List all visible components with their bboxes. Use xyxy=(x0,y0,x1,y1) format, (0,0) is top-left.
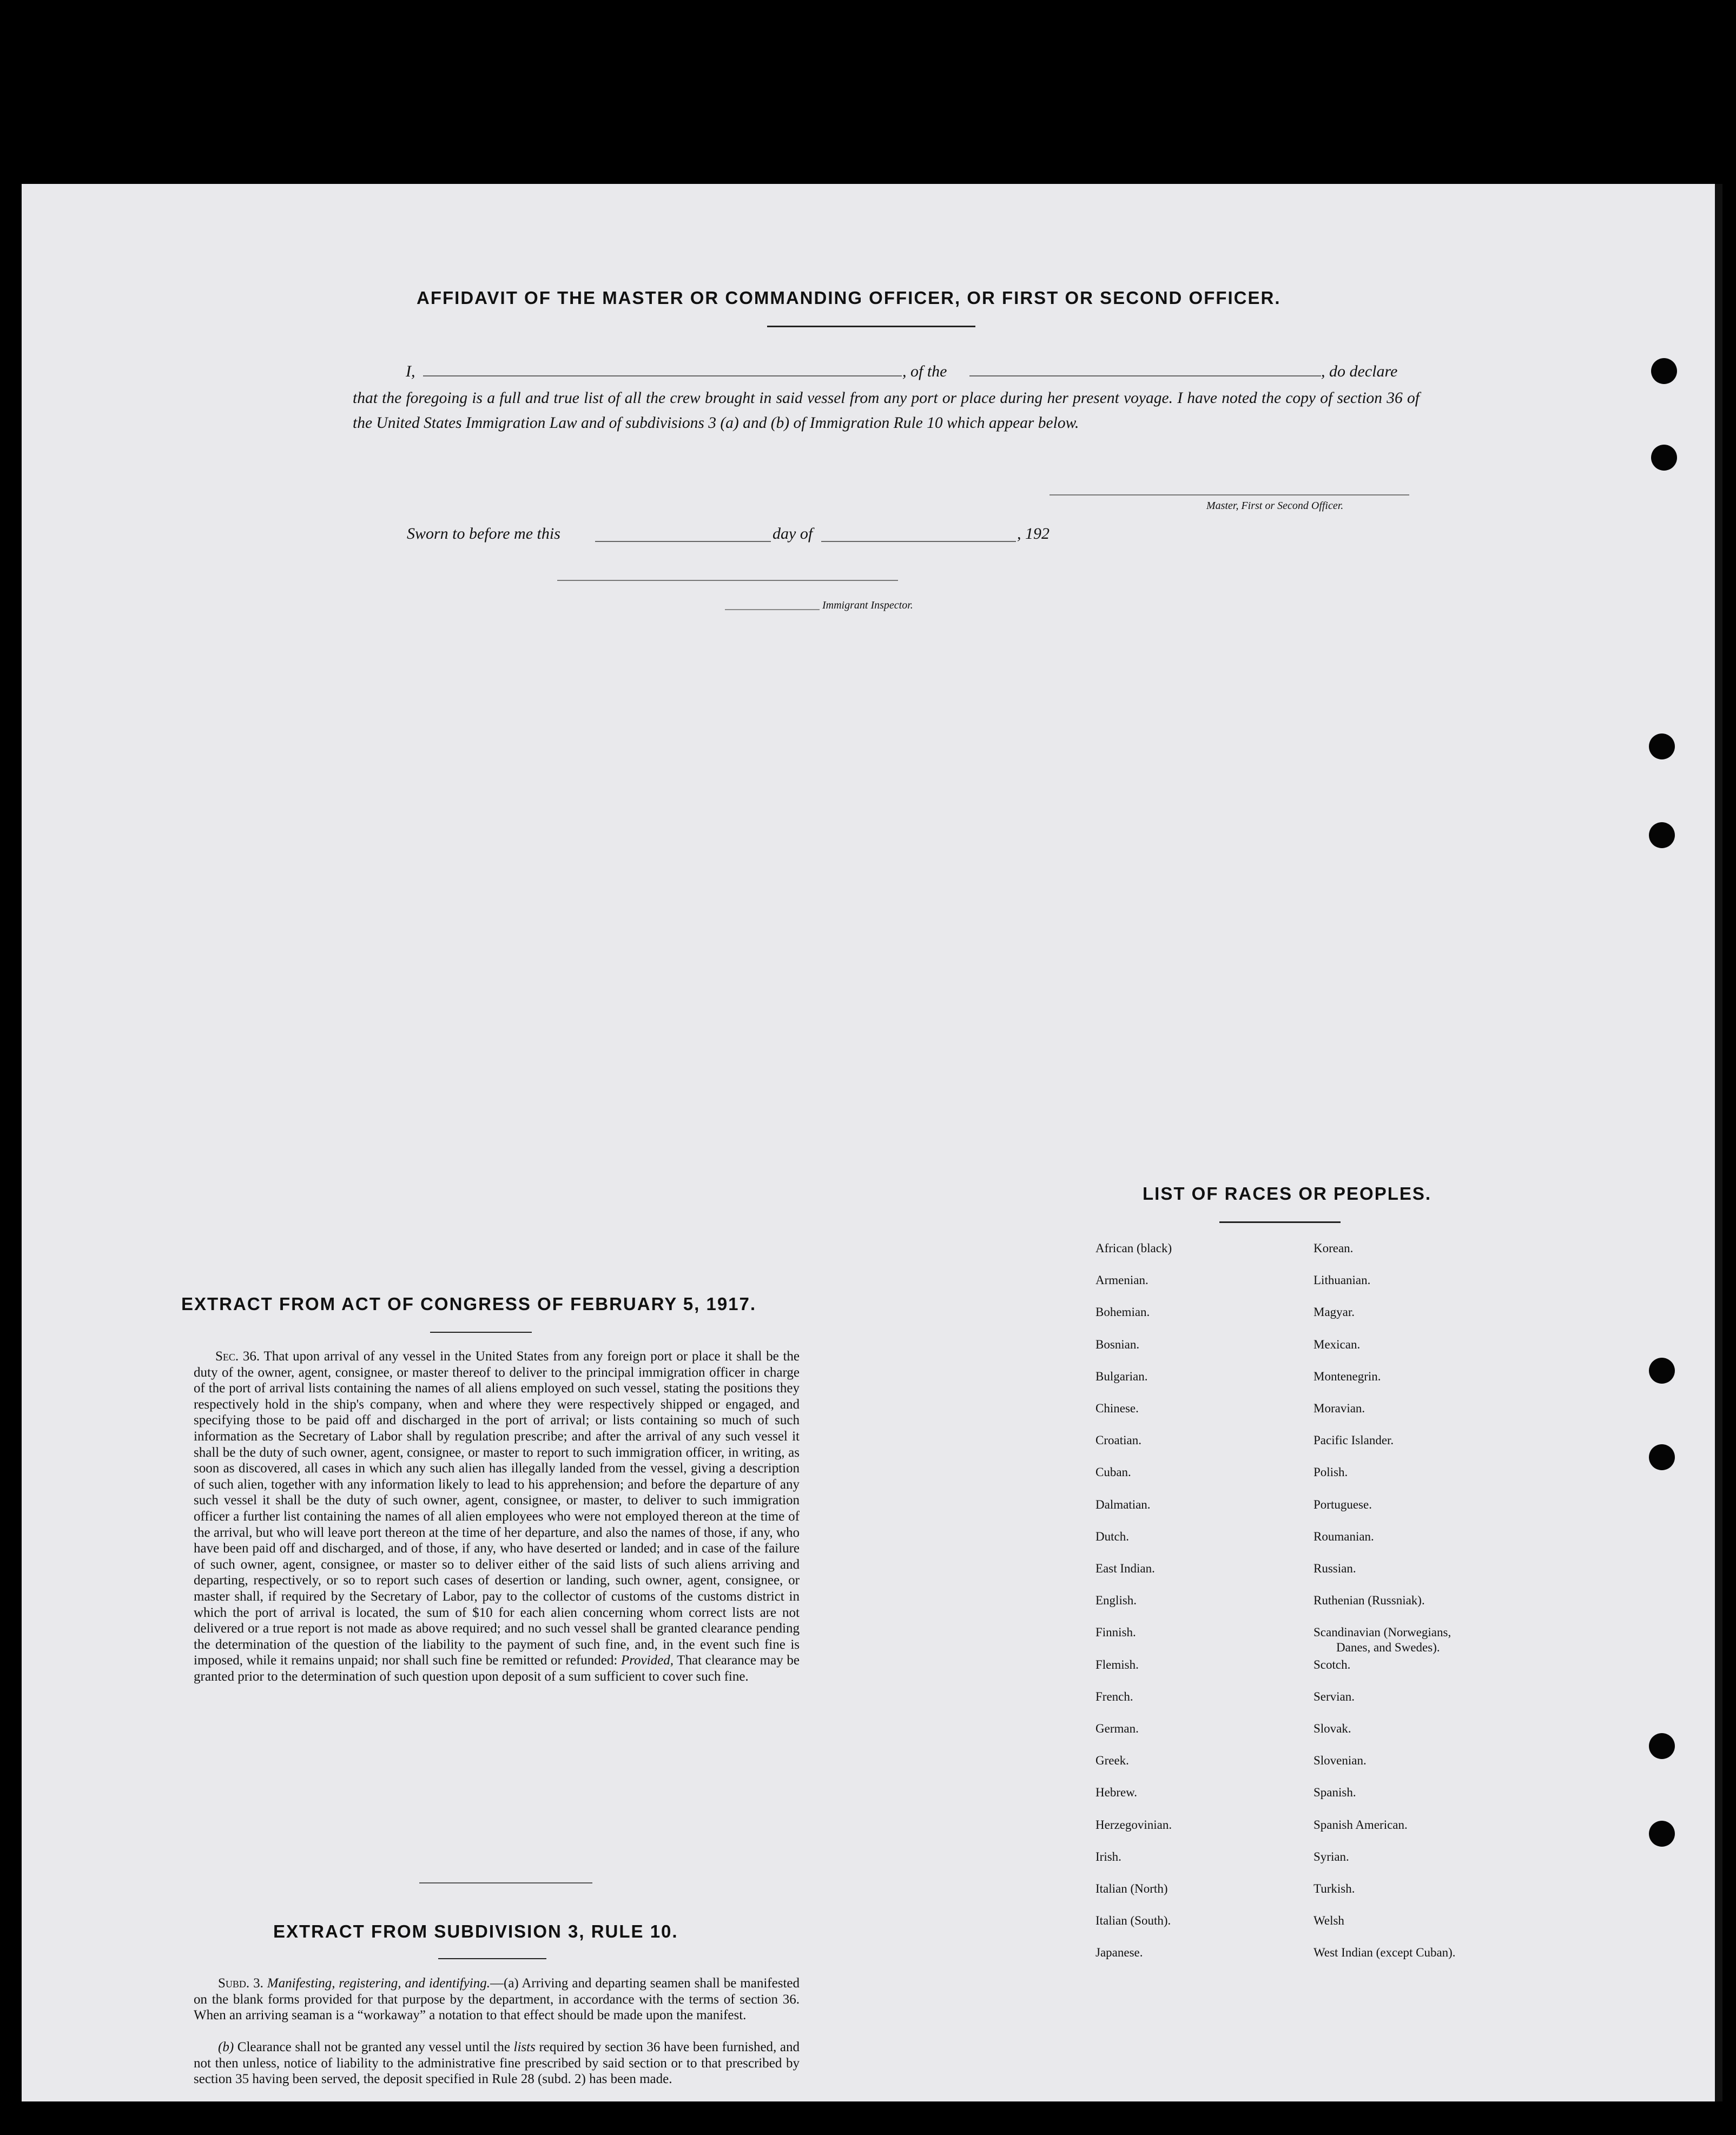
affidavit-title-rule xyxy=(767,326,975,327)
race-item: Scandinavian (Norwegians, xyxy=(1313,1625,1451,1640)
race-item: Finnish. xyxy=(1095,1625,1136,1640)
sworn-year: , 192 xyxy=(1017,525,1049,543)
race-item: Greek. xyxy=(1095,1754,1129,1768)
master-signature-line[interactable] xyxy=(1049,494,1409,495)
race-item: Magyar. xyxy=(1313,1305,1355,1319)
race-item: Italian (South). xyxy=(1095,1914,1171,1928)
race-item: Dutch. xyxy=(1095,1529,1129,1543)
race-item: Croatian. xyxy=(1095,1433,1141,1447)
subd-b-lists: lists xyxy=(513,2040,536,2054)
extract-rule-title-rule xyxy=(438,1958,546,1959)
race-item: Welsh xyxy=(1313,1914,1344,1928)
sworn-prefix: Sworn to before me this xyxy=(407,525,560,543)
race-item: English. xyxy=(1095,1594,1137,1608)
race-item: Japanese. xyxy=(1095,1946,1143,1960)
race-item: Cuban. xyxy=(1095,1465,1131,1479)
sworn-day-field[interactable] xyxy=(595,541,771,542)
race-item: Russian. xyxy=(1313,1562,1356,1575)
affidavit-declare-label: , do declare xyxy=(1321,362,1398,380)
race-item: African (black) xyxy=(1095,1241,1172,1255)
binder-hole xyxy=(1649,733,1675,759)
binder-hole xyxy=(1649,1733,1675,1759)
inspector-signature-line[interactable] xyxy=(557,580,898,581)
section-36-text xyxy=(194,1349,800,1684)
affidavit-title: AFFIDAVIT OF THE MASTER OR COMMANDING OFFICER, OR FIRST OR SECOND OFFICER. xyxy=(417,288,1281,308)
binder-hole xyxy=(1649,1358,1675,1384)
section-36-label: Sec. 36. xyxy=(215,1349,260,1364)
race-item: Moravian. xyxy=(1313,1402,1365,1415)
race-item: Irish. xyxy=(1095,1849,1121,1863)
race-item: Bosnian. xyxy=(1095,1337,1140,1351)
binder-hole xyxy=(1651,445,1677,471)
race-item: Spanish American. xyxy=(1313,1817,1408,1832)
race-item: West Indian (except Cuban). xyxy=(1313,1946,1456,1960)
section-36-body-end: That clearance may be granted prior to the determination of such question upon deposit of a sum sufficient to cover such fine. xyxy=(194,1653,800,1684)
race-item: Italian (North) xyxy=(1095,1882,1168,1895)
inspector-caption: Immigrant Inspector. xyxy=(822,599,913,611)
race-item: Pacific Islander. xyxy=(1313,1433,1394,1447)
race-item: Armenian. xyxy=(1095,1273,1148,1287)
inspector-underline xyxy=(725,609,820,610)
extract-act-title-rule xyxy=(430,1332,532,1333)
provided-word: Provided, xyxy=(621,1653,674,1668)
race-item: German. xyxy=(1095,1722,1139,1735)
races-title: LIST OF RACES OR PEOPLES. xyxy=(1143,1184,1432,1204)
master-name-field[interactable] xyxy=(423,375,902,376)
race-item: Scotch. xyxy=(1313,1657,1351,1671)
races-title-rule xyxy=(1219,1221,1341,1223)
sworn-month-field[interactable] xyxy=(821,541,1016,542)
binder-hole xyxy=(1649,822,1675,848)
subd-b-text-2: required by section 36 have been furnished, and not then unless, notice of liability to the administrative fine prescribed by said section or to that prescribed by section 35 having been served, the deposit specified in Rule 28 (subd. 2) has been made. xyxy=(194,2040,800,2087)
race-item: Roumanian. xyxy=(1313,1529,1374,1543)
race-item-continuation: Danes, and Swedes). xyxy=(1336,1641,1440,1655)
race-item: Montenegrin. xyxy=(1313,1369,1381,1383)
race-item: Slovak. xyxy=(1313,1722,1351,1735)
subdivision-3-a-text xyxy=(194,1975,800,2024)
subd-a-text: Arriving and departing seamen shall be manifested on the blank forms provided for that purpose by the department, in accordance with the terms of section 36. When an arriving seaman is a “workaway” a notation to that effect should be made upon the manifest. xyxy=(194,1976,800,2023)
race-item: Polish. xyxy=(1313,1465,1348,1479)
binder-hole xyxy=(1649,1821,1675,1847)
subd-b-text-1: Clearance shall not be granted any vessel until the xyxy=(237,2040,510,2054)
extract-act-end-rule xyxy=(419,1882,592,1883)
race-item: Slovenian. xyxy=(1313,1754,1367,1768)
race-item: Flemish. xyxy=(1095,1657,1139,1671)
race-item: Chinese. xyxy=(1095,1402,1139,1415)
race-item: Hebrew. xyxy=(1095,1786,1138,1800)
race-item: Portuguese. xyxy=(1313,1497,1372,1511)
race-item: Bulgarian. xyxy=(1095,1369,1148,1383)
race-item: Bohemian. xyxy=(1095,1305,1150,1319)
subd-heading: Manifesting, registering, and identifying. xyxy=(267,1976,490,1991)
race-item: East Indian. xyxy=(1095,1562,1155,1575)
race-item: French. xyxy=(1095,1689,1133,1703)
race-item: Dalmatian. xyxy=(1095,1497,1151,1511)
subd-a-marker: —(a) xyxy=(490,1976,519,1991)
page-edge xyxy=(1715,184,1722,2101)
affidavit-body: that the foregoing is a full and true list of all the crew brought in said vessel from any port or place during her present voyage. I have noted the copy of section 36 of the United States Immigration Law and of subdivisions 3 (a) and (b) of Immigration Rule 10 which appear below. xyxy=(353,389,1420,432)
affidavit-of-the-label: , of the xyxy=(902,362,947,380)
race-item: Korean. xyxy=(1313,1241,1354,1255)
extract-rule-title: EXTRACT FROM SUBDIVISION 3, RULE 10. xyxy=(273,1921,678,1941)
subd-label: Subd. 3. xyxy=(218,1976,263,1991)
manifest-page xyxy=(22,184,1715,2101)
race-item: Ruthenian (Russniak). xyxy=(1313,1594,1425,1608)
section-36-body: That upon arrival of any vessel in the United States from any foreign port or place it shall be the duty of the owner, agent, consignee, or master thereof to deliver to the principal immigration officer in charge of the port of arrival lists containing the names of all aliens employed on such vessel, stating the positions they respectively hold in the ship's company, when and where they were respectively shipped or engaged, and specifying those to be paid off and discharged in the port of arrival; or lists containing so much of such information as the Secretary of Labor shall by regulation prescribe; and after the arrival of any such vessel it shall be the duty of such owner, agent, consignee, or master to report to such immigration officer, in writing, as soon as discovered, all cases in which any such alien has illegally landed from the vessel, giving a description of such alien, together with any information likely to lead to his apprehension; and before the departure of any such vessel it shall be the duty of such owner, agent, consignee, or master, to deliver to such immigration officer a further list containing the names of all alien employees who were not employed thereon at the time of the arrival, but who will leave port thereon at the time of her departure, and also the names of those, if any, who have been paid off and discharged, and of those, if any, who have deserted or landed; and in case of the failure of such owner, agent, consignee, or master so to deliver either of the said lists of such aliens arriving and departing, respectively, or so to report such cases of desertion or landing, such owner, agent, consignee, or master shall, if required by the Secretary of Labor, pay to the collector of customs of the customs district in which the port of arrival is located, the sum of $10 for each alien concerning whom correct lists are not delivered or a true report is not made as above required; and no such vessel shall be granted clearance pending the determination of the question of the liability to the payment of such fine, and, in the event such fine is imposed, while it remains unpaid; nor shall such fine be remitted or refunded: xyxy=(194,1349,800,1668)
race-item: Herzegovinian. xyxy=(1095,1817,1172,1832)
race-item: Spanish. xyxy=(1313,1786,1356,1800)
vessel-name-field[interactable] xyxy=(969,375,1321,376)
binder-hole xyxy=(1649,1444,1675,1470)
subd-b-marker: (b) xyxy=(218,2040,234,2054)
race-item: Lithuanian. xyxy=(1313,1273,1371,1287)
affidavit-i-label: I, xyxy=(406,362,415,380)
race-item: Mexican. xyxy=(1313,1337,1361,1351)
race-item: Turkish. xyxy=(1313,1882,1355,1895)
binder-hole xyxy=(1651,358,1677,384)
sworn-day-of: day of xyxy=(773,525,813,543)
race-item: Syrian. xyxy=(1313,1849,1349,1863)
extract-act-title: EXTRACT FROM ACT OF CONGRESS OF FEBRUARY 5, 1917. xyxy=(181,1294,757,1314)
subdivision-3-b-text xyxy=(194,2039,800,2087)
race-item: Servian. xyxy=(1313,1689,1355,1703)
master-caption: Master, First or Second Officer. xyxy=(1206,500,1344,512)
